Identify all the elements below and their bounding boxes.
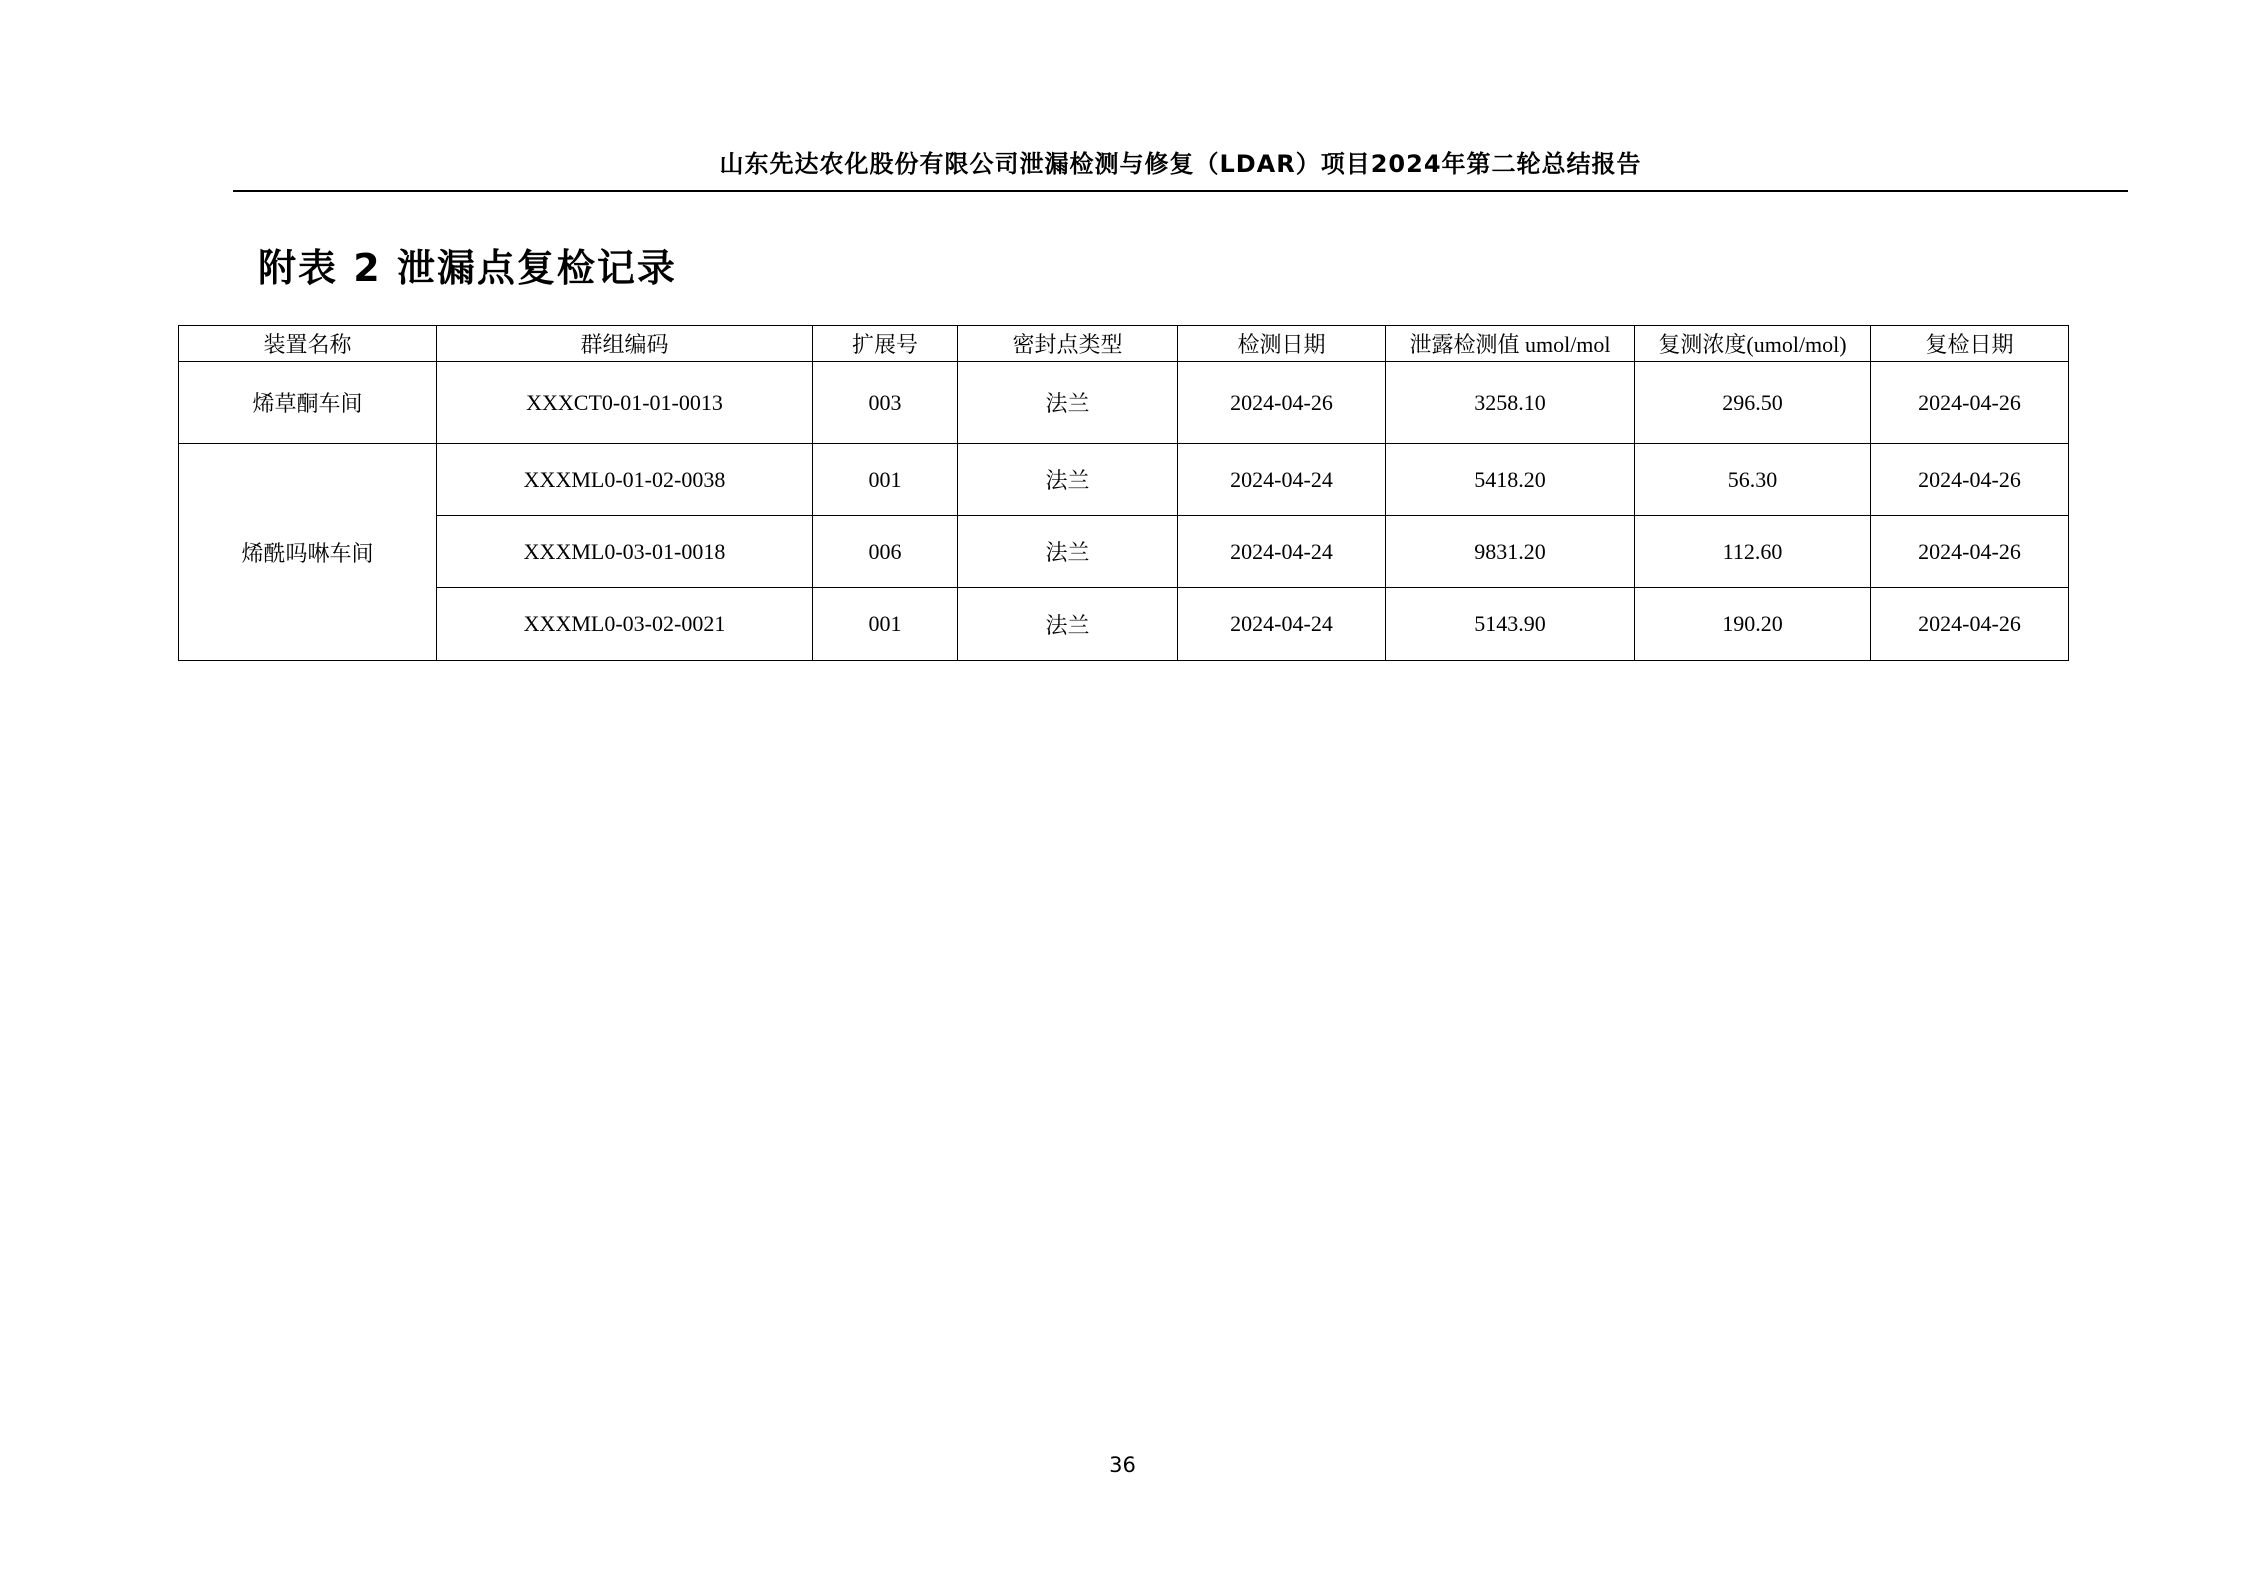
seal-type-cell: 法兰 [958, 444, 1178, 516]
header-rule [233, 190, 2128, 192]
unit-name-cell: 烯草酮车间 [179, 362, 437, 444]
retest-concentration-cell: 296.50 [1635, 362, 1871, 444]
retest-concentration-cell: 56.30 [1635, 444, 1871, 516]
seal-type-cell: 法兰 [958, 588, 1178, 661]
table-header-row [179, 326, 2069, 362]
col-header-detect-date: 检测日期 [1178, 326, 1386, 362]
leak-value-cell: 9831.20 [1386, 516, 1635, 588]
table-row [179, 588, 2069, 661]
table-row [179, 516, 2069, 588]
group-code-cell: XXXML0-03-02-0021 [437, 588, 813, 661]
section-title: 附表 2 泄漏点复检记录 [258, 246, 677, 290]
leak-value-cell: 3258.10 [1386, 362, 1635, 444]
extension-no-cell: 006 [813, 516, 958, 588]
leak-recheck-table [178, 325, 2069, 661]
detect-date-cell: 2024-04-24 [1178, 588, 1386, 661]
recheck-date-cell: 2024-04-26 [1871, 444, 2069, 516]
detect-date-cell: 2024-04-26 [1178, 362, 1386, 444]
col-header-extension-no: 扩展号 [813, 326, 958, 362]
table-row [179, 362, 2069, 444]
page-number: 36 [1109, 1453, 1136, 1477]
col-header-unit-name: 装置名称 [179, 326, 437, 362]
col-header-leak-value: 泄露检测值 umol/mol [1386, 326, 1635, 362]
detect-date-cell: 2024-04-24 [1178, 516, 1386, 588]
seal-type-cell: 法兰 [958, 362, 1178, 444]
running-header: 山东先达农化股份有限公司泄漏检测与修复（LDAR）项目2024年第二轮总结报告 [719, 150, 1642, 178]
unit-name-cell: 烯酰吗啉车间 [179, 444, 437, 661]
retest-concentration-cell: 112.60 [1635, 516, 1871, 588]
detect-date-cell: 2024-04-24 [1178, 444, 1386, 516]
col-header-retest-concentration: 复测浓度(umol/mol) [1635, 326, 1871, 362]
retest-concentration-cell: 190.20 [1635, 588, 1871, 661]
leak-value-cell: 5143.90 [1386, 588, 1635, 661]
col-header-group-code: 群组编码 [437, 326, 813, 362]
col-header-recheck-date: 复检日期 [1871, 326, 2069, 362]
recheck-date-cell: 2024-04-26 [1871, 588, 2069, 661]
group-code-cell: XXXCT0-01-01-0013 [437, 362, 813, 444]
col-header-seal-type: 密封点类型 [958, 326, 1178, 362]
extension-no-cell: 003 [813, 362, 958, 444]
recheck-date-cell: 2024-04-26 [1871, 516, 2069, 588]
table-row [179, 444, 2069, 516]
recheck-date-cell: 2024-04-26 [1871, 362, 2069, 444]
group-code-cell: XXXML0-01-02-0038 [437, 444, 813, 516]
extension-no-cell: 001 [813, 588, 958, 661]
seal-type-cell: 法兰 [958, 516, 1178, 588]
leak-value-cell: 5418.20 [1386, 444, 1635, 516]
extension-no-cell: 001 [813, 444, 958, 516]
group-code-cell: XXXML0-03-01-0018 [437, 516, 813, 588]
